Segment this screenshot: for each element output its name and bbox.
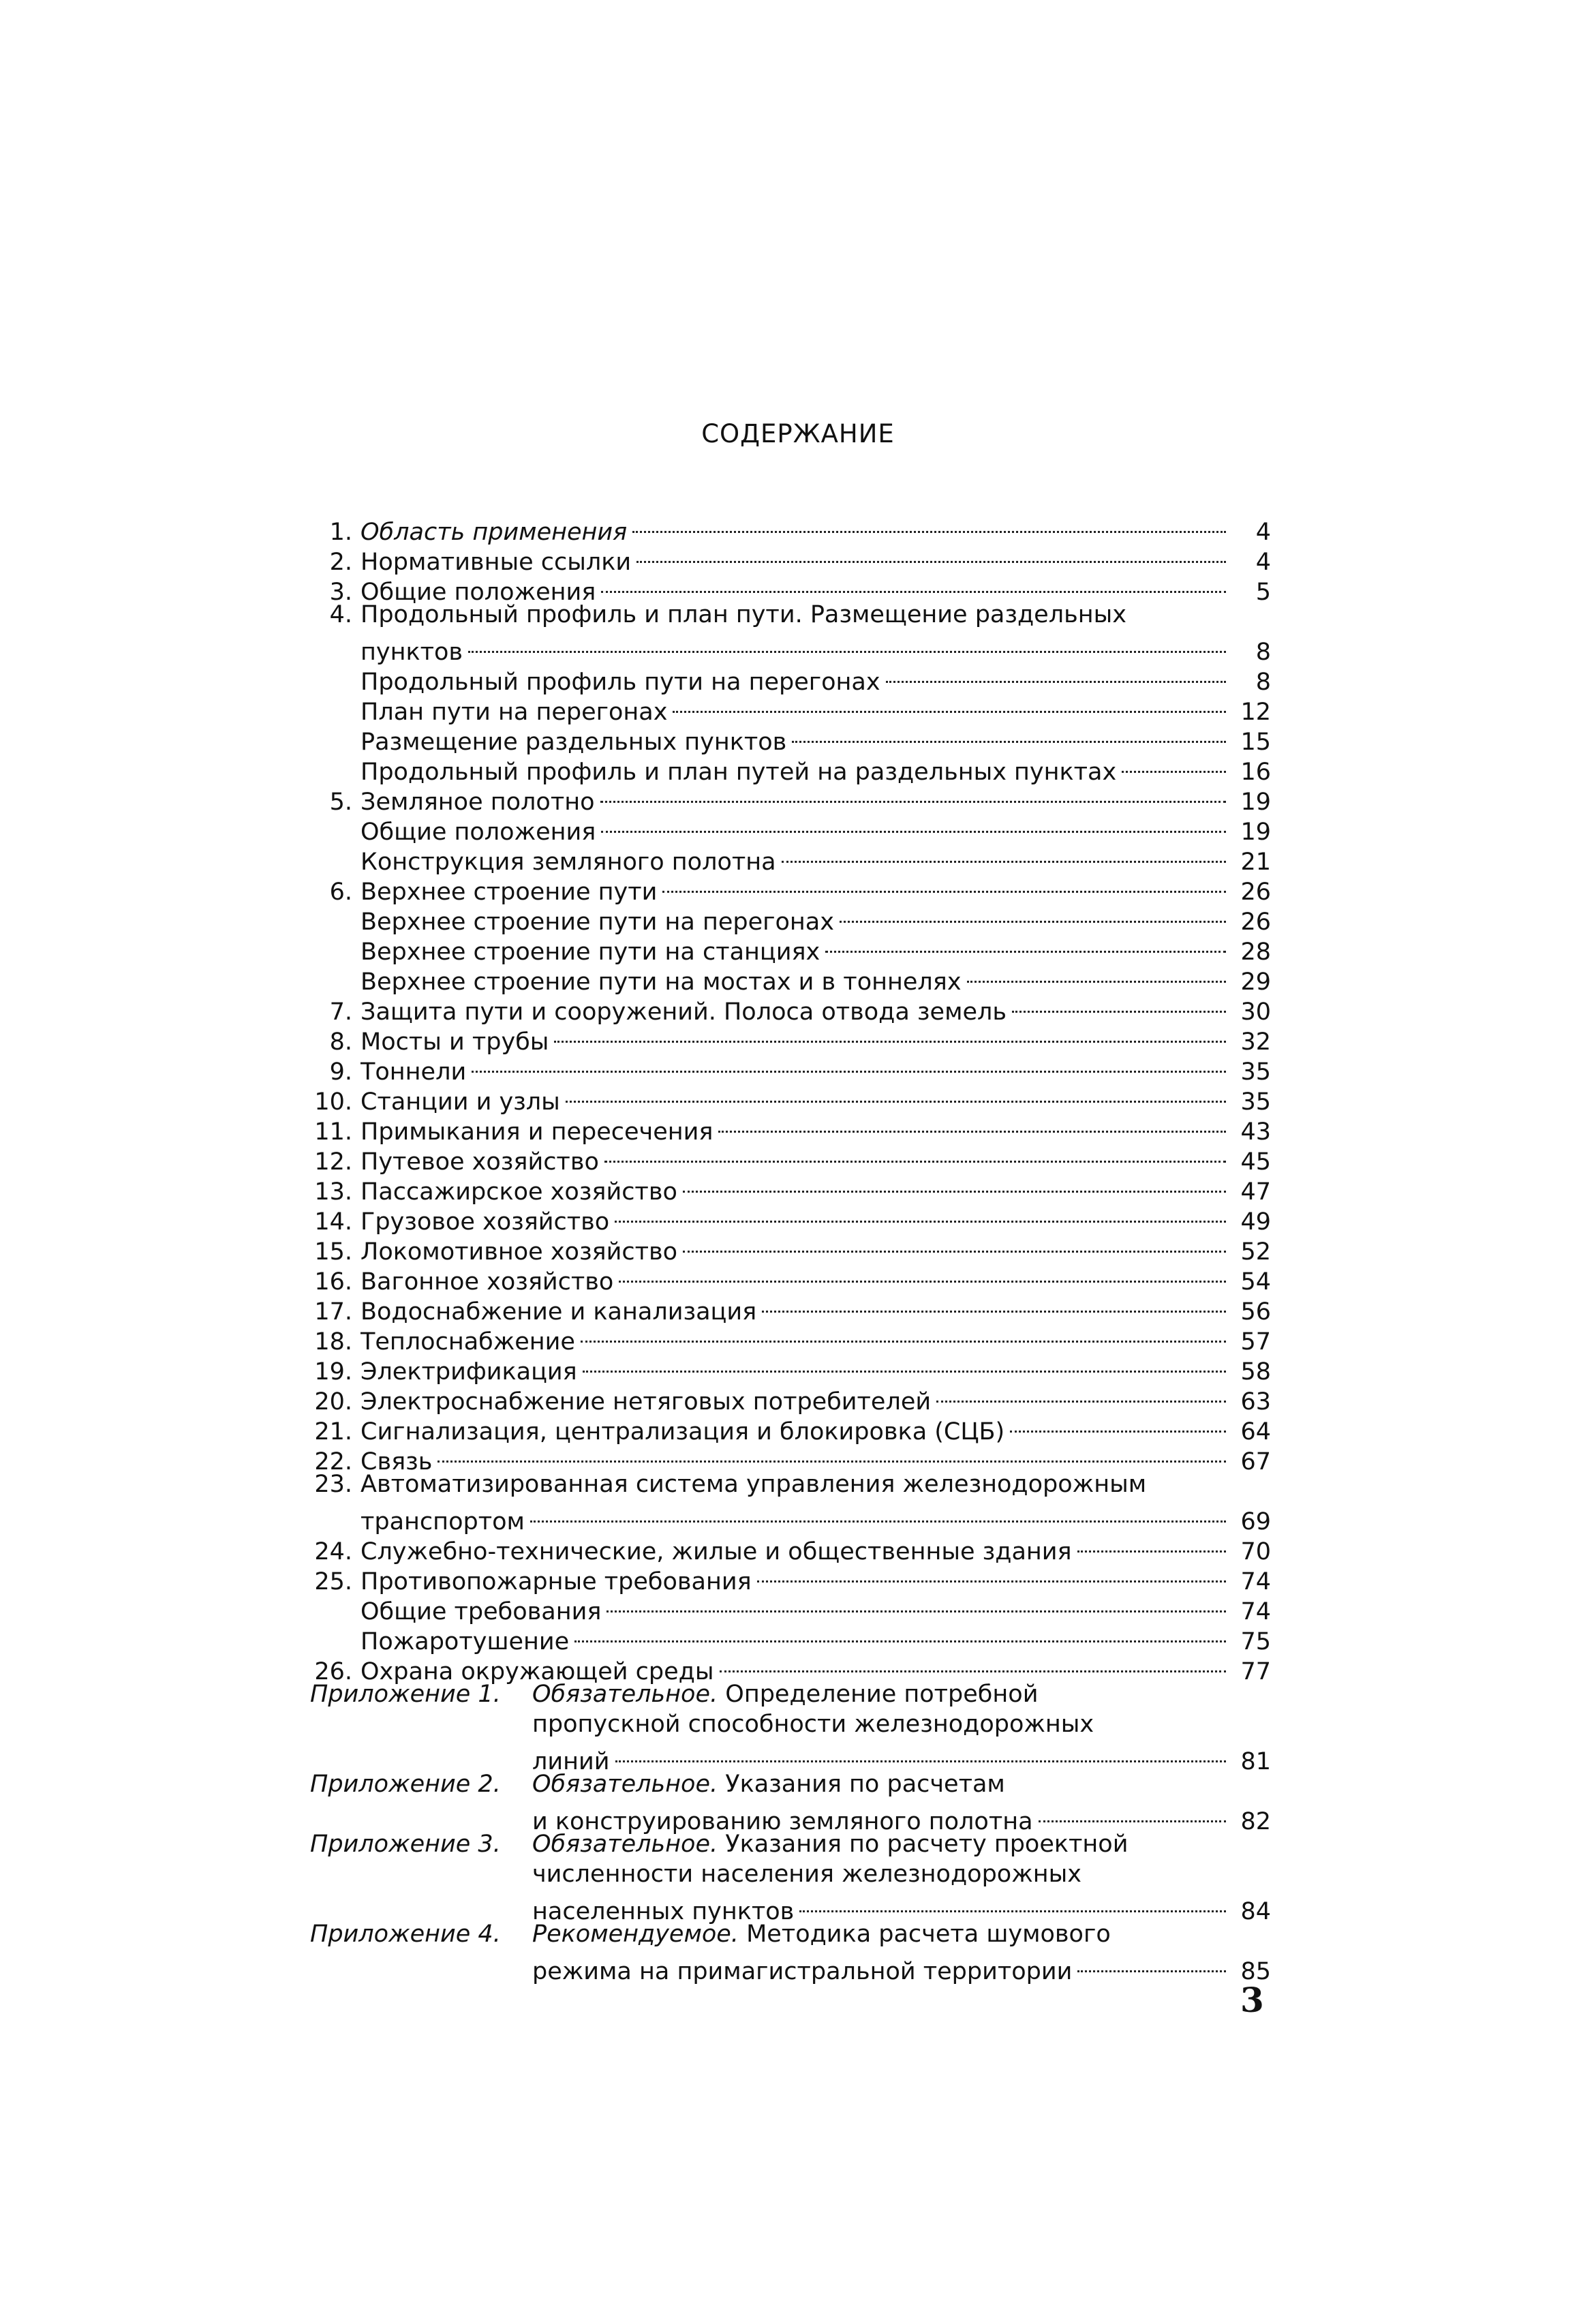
appendix-entry-continuation bbox=[310, 1739, 1271, 1775]
toc-entry-title: Противопожарные требования bbox=[360, 1568, 752, 1595]
spacer bbox=[718, 1829, 725, 1859]
toc-entry-title: Конструкция земляного полотна bbox=[360, 848, 776, 876]
dot-leader bbox=[967, 960, 1226, 990]
appendix-title-line: пропускной способности железнодорожных bbox=[532, 1711, 1094, 1738]
appendix-page: 85 bbox=[1240, 1958, 1271, 1985]
toc-entry-number: 24. bbox=[314, 1538, 352, 1565]
toc-entry-number: 13. bbox=[314, 1178, 352, 1206]
dot-leader bbox=[662, 870, 1226, 900]
dot-leader bbox=[792, 720, 1226, 750]
dot-leader bbox=[1077, 1949, 1226, 1979]
toc-entry[interactable] bbox=[310, 600, 1271, 630]
toc-entry-title: Водоснабжение и канализация bbox=[360, 1298, 757, 1326]
toc-entry[interactable] bbox=[310, 1439, 1271, 1476]
toc-entry-title: транспортом bbox=[360, 1508, 525, 1535]
dot-leader bbox=[468, 630, 1226, 660]
toc-entry-page: 63 bbox=[1240, 1388, 1271, 1416]
toc-entry-page: 45 bbox=[1240, 1148, 1271, 1176]
toc-entry-page: 29 bbox=[1240, 968, 1271, 996]
appendix-label bbox=[310, 1769, 532, 1799]
toc-entry-page: 43 bbox=[1240, 1118, 1271, 1146]
table-of-contents bbox=[310, 510, 1271, 1985]
toc-entry-page: 77 bbox=[1240, 1658, 1271, 1685]
toc-entry-page: 16 bbox=[1240, 759, 1271, 786]
dot-leader bbox=[936, 1379, 1226, 1409]
toc-entry-page: 67 bbox=[1240, 1448, 1271, 1476]
toc-entry-title: Примыкания и пересечения bbox=[360, 1118, 713, 1146]
toc-entry[interactable] bbox=[310, 510, 1271, 546]
toc-entry-number: 17. bbox=[314, 1298, 352, 1326]
toc-entry-number: 10. bbox=[314, 1088, 352, 1116]
toc-entry-number: 11. bbox=[314, 1118, 352, 1146]
page-number: 3 bbox=[1240, 1980, 1264, 2020]
appendix-title-line: населенных пунктов bbox=[532, 1898, 795, 1925]
dot-leader bbox=[607, 1589, 1226, 1619]
dot-leader bbox=[574, 1619, 1226, 1649]
dot-leader bbox=[825, 930, 1226, 960]
appendix-page: 84 bbox=[1240, 1898, 1271, 1925]
toc-entry-page: 28 bbox=[1240, 938, 1271, 966]
dot-leader bbox=[615, 1739, 1227, 1769]
dot-leader bbox=[840, 900, 1226, 930]
toc-entry-title: Размещение раздельных пунктов bbox=[360, 729, 787, 756]
toc-entry-page: 49 bbox=[1240, 1208, 1271, 1236]
appendix-title-line: численности населения железнодорожных bbox=[532, 1861, 1081, 1888]
toc-entry-page: 4 bbox=[1255, 549, 1271, 576]
dot-leader bbox=[720, 1649, 1226, 1679]
appendix-number: Приложение 4. bbox=[310, 1921, 501, 1948]
appendix-page: 81 bbox=[1240, 1748, 1271, 1775]
appendix-number: Приложение 1. bbox=[310, 1681, 501, 1708]
toc-entry-number: 18. bbox=[314, 1328, 352, 1356]
toc-entry-page: 4 bbox=[1255, 519, 1271, 546]
toc-entry-page: 70 bbox=[1240, 1538, 1271, 1565]
toc-entry-title: пунктов bbox=[360, 639, 463, 666]
toc-entry-page: 64 bbox=[1240, 1418, 1271, 1446]
dot-leader bbox=[566, 1080, 1226, 1110]
toc-entry-page: 35 bbox=[1240, 1088, 1271, 1116]
toc-entry-number: 9. bbox=[329, 1058, 352, 1086]
appendix-title-line: Определение потребной bbox=[725, 1681, 1039, 1708]
toc-entry-page: 19 bbox=[1240, 789, 1271, 816]
toc-entry-page: 32 bbox=[1240, 1028, 1271, 1056]
appendix-label bbox=[310, 1679, 532, 1709]
toc-entry-page: 21 bbox=[1240, 848, 1271, 876]
toc-entry[interactable] bbox=[310, 630, 1271, 666]
toc-entry-title: Электрификация bbox=[360, 1358, 577, 1386]
dot-leader bbox=[600, 780, 1226, 810]
dot-leader bbox=[683, 1229, 1226, 1259]
dot-leader bbox=[1039, 1799, 1226, 1829]
toc-entry-page: 58 bbox=[1240, 1358, 1271, 1386]
toc-entry-page: 15 bbox=[1240, 729, 1271, 756]
toc-entry-title: Защита пути и сооружений. Полоса отвода земель bbox=[360, 998, 1007, 1026]
toc-entry-page: 56 bbox=[1240, 1298, 1271, 1326]
dot-leader bbox=[438, 1439, 1226, 1469]
dot-leader bbox=[683, 1169, 1226, 1199]
appendix-title-line: Указания по расчету проектной bbox=[725, 1831, 1129, 1858]
toc-entry-page: 74 bbox=[1240, 1598, 1271, 1625]
dot-leader bbox=[718, 1110, 1226, 1140]
toc-entry-title: Верхнее строение пути bbox=[360, 878, 658, 906]
dot-leader bbox=[636, 540, 1226, 570]
toc-entry-page: 74 bbox=[1240, 1568, 1271, 1595]
dot-leader bbox=[1010, 1409, 1226, 1439]
appendix-title-line: режима на примагистральной территории bbox=[532, 1958, 1073, 1985]
dot-leader bbox=[604, 1140, 1226, 1169]
dot-leader bbox=[615, 1199, 1226, 1229]
toc-entry-page: 52 bbox=[1240, 1238, 1271, 1266]
toc-entry-title: Охрана окружающей среды bbox=[360, 1658, 714, 1685]
spacer bbox=[739, 1919, 746, 1949]
dot-leader bbox=[762, 1289, 1226, 1319]
toc-entry-page: 54 bbox=[1240, 1268, 1271, 1296]
toc-entry-page: 12 bbox=[1240, 699, 1271, 726]
dot-leader bbox=[632, 510, 1226, 540]
toc-entry-title: Верхнее строение пути на мостах и в тоннелях bbox=[360, 968, 962, 996]
toc-entry-number: 12. bbox=[314, 1148, 352, 1176]
dot-leader bbox=[799, 1889, 1226, 1919]
toc-entry-page: 8 bbox=[1255, 669, 1271, 696]
appendix-number: Приложение 2. bbox=[310, 1771, 501, 1798]
toc-entry-number: 3. bbox=[329, 579, 352, 606]
toc-entry-page: 57 bbox=[1240, 1328, 1271, 1356]
toc-entry[interactable] bbox=[310, 1499, 1271, 1535]
toc-entry-page: 30 bbox=[1240, 998, 1271, 1026]
dot-leader bbox=[581, 1319, 1226, 1349]
appendix-entry[interactable] bbox=[310, 1769, 1271, 1799]
appendix-entry[interactable] bbox=[310, 1829, 1271, 1859]
toc-entry-title: Продольный профиль и план пути. Размещение раздельных bbox=[360, 601, 1126, 628]
dot-leader bbox=[1077, 1529, 1226, 1559]
appendix-title-line: Указания по расчетам bbox=[725, 1771, 1005, 1798]
toc-entry-page: 26 bbox=[1240, 878, 1271, 906]
toc-entry-number: 26. bbox=[314, 1658, 352, 1685]
toc-entry-page: 47 bbox=[1240, 1178, 1271, 1206]
appendix-entry-continuation bbox=[310, 1799, 1271, 1835]
dot-leader bbox=[619, 1259, 1226, 1289]
appendix-entry-continuation bbox=[310, 1859, 1271, 1889]
toc-entry-number: 20. bbox=[314, 1388, 352, 1416]
toc-entry-number: 15. bbox=[314, 1238, 352, 1266]
dot-leader bbox=[757, 1559, 1226, 1589]
dot-leader bbox=[601, 810, 1226, 840]
toc-entry-number: 7. bbox=[329, 998, 352, 1026]
toc-entry-title: Служебно-технические, жилые и общественные здания bbox=[360, 1538, 1072, 1565]
toc-entry-number: 2. bbox=[329, 549, 352, 576]
dot-leader bbox=[782, 840, 1226, 870]
appendix-status: Обязательное. bbox=[532, 1681, 718, 1708]
toc-entry-title: Общие положения bbox=[360, 819, 596, 846]
toc-entry-number: 14. bbox=[314, 1208, 352, 1236]
dot-leader bbox=[583, 1349, 1226, 1379]
toc-entry-title: Продольный профиль пути на перегонах bbox=[360, 669, 880, 696]
appendix-entry-continuation bbox=[310, 1709, 1271, 1739]
toc-entry-number: 16. bbox=[314, 1268, 352, 1296]
appendix-entry-continuation bbox=[310, 1949, 1271, 1985]
toc-entry-number: 21. bbox=[314, 1418, 352, 1446]
dot-leader bbox=[530, 1499, 1226, 1529]
spacer bbox=[718, 1769, 725, 1799]
toc-entry-title: Станции и узлы bbox=[360, 1088, 560, 1116]
toc-entry-title: Мосты и трубы bbox=[360, 1028, 549, 1056]
toc-entry-title: Продольный профиль и план путей на раздельных пунктах bbox=[360, 759, 1117, 786]
toc-entry-title: Связь bbox=[360, 1448, 433, 1476]
spacer bbox=[718, 1679, 725, 1709]
page-title: СОДЕРЖАНИЕ bbox=[701, 419, 895, 448]
toc-entry-page: 69 bbox=[1240, 1508, 1271, 1535]
toc-entry-title: Земляное полотно bbox=[360, 789, 595, 816]
toc-entry-title: Верхнее строение пути на перегонах bbox=[360, 908, 834, 936]
toc-entry-number: 25. bbox=[314, 1568, 352, 1595]
toc-entry-title: Тоннели bbox=[360, 1058, 467, 1086]
appendix-entry-continuation bbox=[310, 1889, 1271, 1925]
dot-leader bbox=[1122, 750, 1226, 780]
appendix-label bbox=[310, 1919, 532, 1949]
toc-entry-number: 5. bbox=[329, 789, 352, 816]
toc-entry-number: 23. bbox=[314, 1471, 352, 1498]
appendix-page: 82 bbox=[1240, 1808, 1271, 1835]
toc-entry-title: Общие положения bbox=[360, 579, 596, 606]
toc-entry-title: Пожаротушение bbox=[360, 1628, 570, 1655]
toc-entry-title: Грузовое хозяйство bbox=[360, 1208, 610, 1236]
toc-entry-page: 5 bbox=[1255, 579, 1271, 606]
dot-leader bbox=[1012, 990, 1226, 1020]
appendix-number: Приложение 3. bbox=[310, 1831, 501, 1858]
toc-entry-title: План пути на перегонах bbox=[360, 699, 668, 726]
toc-entry-title: Общие требования bbox=[360, 1598, 602, 1625]
toc-entry-number: 6. bbox=[329, 878, 352, 906]
toc-entry-title: Нормативные ссылки bbox=[360, 549, 632, 576]
appendix-title-line: и конструированию земляного полотна bbox=[532, 1808, 1033, 1835]
toc-entry-title: Локомотивное хозяйство bbox=[360, 1238, 678, 1266]
toc-entry-number: 4. bbox=[329, 601, 352, 628]
dot-leader bbox=[673, 690, 1226, 720]
toc-entry-page: 26 bbox=[1240, 908, 1271, 936]
toc-entry[interactable] bbox=[310, 1469, 1271, 1499]
appendix-title-line: линий bbox=[532, 1748, 610, 1775]
toc-entry-page: 35 bbox=[1240, 1058, 1271, 1086]
appendix-status: Обязательное. bbox=[532, 1771, 718, 1798]
toc-entry-page: 19 bbox=[1240, 819, 1271, 846]
toc-entry-title: Вагонное хозяйство bbox=[360, 1268, 614, 1296]
toc-entry-number: 1. bbox=[329, 519, 352, 546]
toc-entry-number: 8. bbox=[329, 1028, 352, 1056]
toc-entry-title: Автоматизированная система управления железнодорожным bbox=[360, 1471, 1147, 1498]
dot-leader bbox=[886, 660, 1226, 690]
appendix-status: Рекомендуемое. bbox=[532, 1921, 739, 1948]
toc-entry-title: Путевое хозяйство bbox=[360, 1148, 599, 1176]
appendix-status: Обязательное. bbox=[532, 1831, 718, 1858]
toc-entry-title: Сигнализация, централизация и блокировка (СЦБ) bbox=[360, 1418, 1005, 1446]
appendix-title-line: Методика расчета шумового bbox=[746, 1921, 1111, 1948]
toc-entry-number: 19. bbox=[314, 1358, 352, 1386]
appendix-entry[interactable] bbox=[310, 1679, 1271, 1709]
dot-leader bbox=[554, 1020, 1226, 1050]
appendix-label bbox=[310, 1829, 532, 1859]
toc-entry-title: Верхнее строение пути на станциях bbox=[360, 938, 820, 966]
toc-entry-title: Электроснабжение нетяговых потребителей bbox=[360, 1388, 932, 1416]
dot-leader bbox=[472, 1050, 1226, 1080]
toc-entry-title: Пассажирское хозяйство bbox=[360, 1178, 677, 1206]
toc-entry-page: 8 bbox=[1255, 639, 1271, 666]
toc-entry-number: 22. bbox=[314, 1448, 352, 1476]
dot-leader bbox=[601, 570, 1226, 600]
toc-entry-title: Теплоснабжение bbox=[360, 1328, 575, 1356]
appendix-entry[interactable] bbox=[310, 1919, 1271, 1949]
toc-entry-title: Область применения bbox=[360, 519, 628, 546]
toc-entry-page: 75 bbox=[1240, 1628, 1271, 1655]
